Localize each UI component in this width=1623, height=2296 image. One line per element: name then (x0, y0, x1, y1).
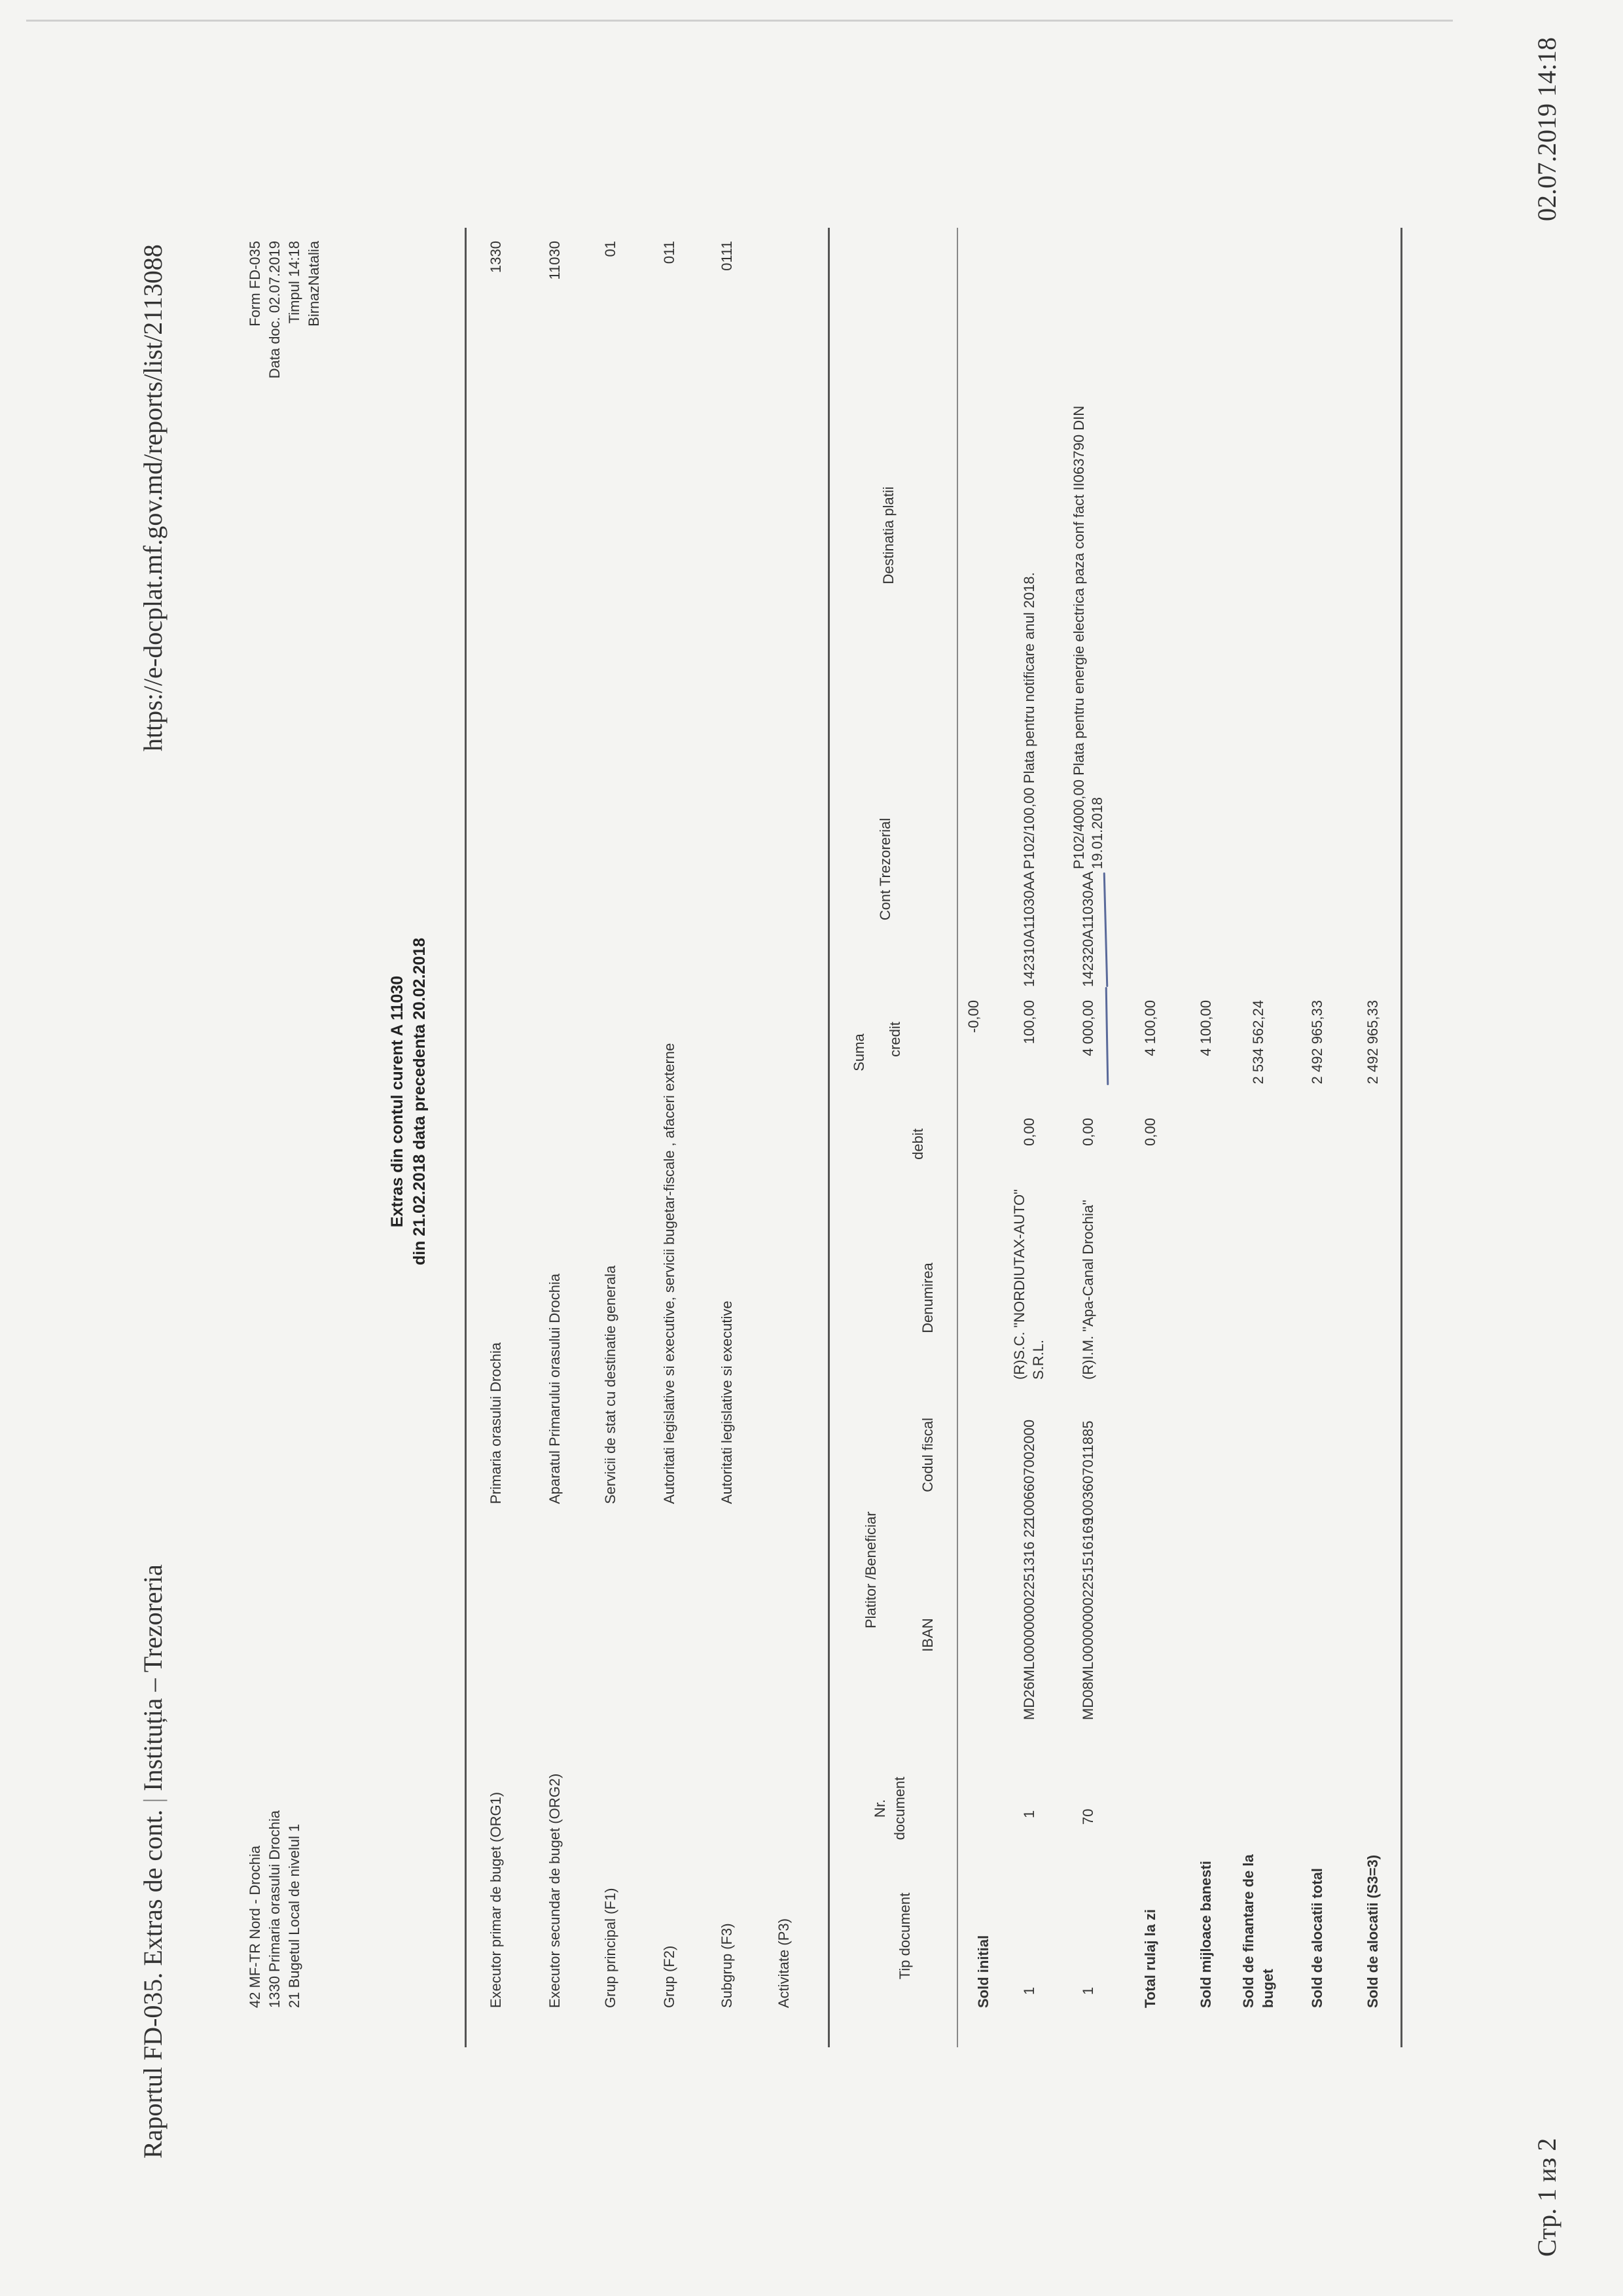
total-debit: 0,00 (1142, 1118, 1158, 1146)
total-label-2: buget (1260, 1969, 1276, 2008)
table-header-separator (957, 228, 958, 2047)
cell-codul: 1003607011885 (1080, 1420, 1096, 1524)
param-code: 011 (661, 241, 677, 264)
cell-credit: 100,00 (1021, 1000, 1037, 1045)
param-value: Servicii de stat cu destinatie generala (602, 1265, 618, 1504)
param-label: Grup (F2) (661, 1945, 677, 2008)
report-subtitle: Instituția – Trezoreria (138, 1564, 168, 1791)
print-footer-datetime: 02.07.2019 14:18 (1532, 37, 1561, 221)
total-credit: 2 492 965,33 (1364, 1000, 1381, 1085)
total-credit: 4 100,00 (1142, 1000, 1158, 1056)
col-platitor-beneficiar: Platitor /Beneficiar (863, 1511, 879, 1628)
report-title: Raportul FD-035. Extras de cont. (138, 1809, 168, 2159)
org-line-3: 21 Bugetul Local de nivelul 1 (286, 1823, 302, 2008)
table-top-separator (828, 228, 830, 2047)
param-label: Grup principal (F1) (602, 1888, 618, 2008)
cell-iban: MD08ML000000002251516169 (1080, 1517, 1096, 1720)
statement-title-line-2: din 21.02.2018 data precedenta 20.02.2018 (410, 937, 429, 1266)
cell-tip: 1 (1080, 1986, 1096, 1995)
param-label: Executor primar de buget (ORG1) (488, 1791, 504, 2008)
cell-destinatia-2: 19.01.2018 (1089, 797, 1105, 869)
cell-debit: 0,00 (1080, 1118, 1096, 1146)
form-info-block (245, 241, 324, 398)
col-iban: IBAN (919, 1618, 936, 1652)
col-cont-trezorerial: Cont Trezorerial (877, 817, 893, 921)
param-value: Autoritati legislative si executive (719, 1300, 735, 1504)
cell-denumirea-2: S.R.L. (1030, 1339, 1046, 1380)
org-line-2: 1330 Primaria orasului Drochia (266, 1810, 283, 2008)
sold-initial-credit: -0,00 (965, 1000, 982, 1033)
param-value: Aparatul Primarului orasului Drochia (546, 1273, 563, 1504)
cell-nr: 1 (1021, 1810, 1037, 1818)
cell-denumirea-1: (R)I.M. "Apa-Canal Drochia" (1080, 1200, 1096, 1380)
total-credit: 2 492 965,33 (1309, 1000, 1325, 1085)
statement-title-line-1: Extras din contul curent A 11030 (388, 975, 406, 1228)
total-label: Total rulaj la zi (1142, 1909, 1158, 2008)
param-code: 01 (602, 241, 618, 257)
pen-underline-mark (1103, 872, 1109, 987)
cell-debit: 0,00 (1021, 1118, 1037, 1146)
cell-destinatia-1: P102/100,00 Plata pentru notificare anul 2018. (1021, 572, 1037, 869)
param-code: 0111 (719, 241, 735, 271)
col-codul-fiscal: Codul fiscal (919, 1418, 936, 1492)
col-debit: debit (910, 1128, 926, 1160)
params-top-separator (465, 228, 467, 2047)
form-code: Form FD-035 (247, 241, 263, 327)
cell-denumirea-1: (R)S.C. "NORDIUTAX-AUTO" (1011, 1189, 1027, 1380)
form-time: Timpul 14:18 (286, 241, 302, 324)
print-header-url: https://e-docplat.mf.gov.md/reports/list/2113088 (138, 244, 168, 751)
statement-title (386, 791, 431, 1412)
param-value: Primaria orasului Drochia (488, 1342, 504, 1504)
sold-initial-label: Sold initial (975, 1935, 991, 2008)
cell-codul: 1006607002000 (1021, 1419, 1037, 1524)
total-label: Sold mijloace banesti (1198, 1861, 1214, 2008)
org-line-1: 42 MF-TR Nord - Drochia (247, 1845, 263, 2008)
total-credit: 2 534 562,24 (1250, 1000, 1266, 1085)
col-credit: credit (887, 1022, 903, 1057)
print-footer-page: Стр. 1 из 2 (1532, 2138, 1561, 2257)
pen-underline-mark (1105, 987, 1109, 1085)
total-credit: 4 100,00 (1198, 1000, 1214, 1056)
param-code: 1330 (488, 241, 504, 273)
total-label: Sold de alocatii total (1309, 1868, 1325, 2008)
col-suma: Suma (851, 1033, 867, 1071)
total-label: Sold de alocatii (S3=3) (1364, 1854, 1381, 2008)
cell-cont: 142310A11030AA (1021, 871, 1037, 987)
table-bottom-separator (1400, 228, 1402, 2047)
cell-tip: 1 (1021, 1986, 1037, 1995)
total-label: Sold de finantare de la (1240, 1854, 1257, 2008)
cell-credit: 4 000,00 (1080, 1000, 1096, 1056)
form-date: Data doc. 02.07.2019 (266, 241, 283, 379)
cell-cont: 142320A11030AA (1080, 871, 1096, 987)
param-label: Activitate (P3) (776, 1918, 792, 2008)
cell-destinatia-1: P102/4000,00 Plata pentru energie electrica paza conf fact II063790 DIN (1071, 405, 1087, 869)
col-destinatia-platii: Destinatia platii (880, 486, 897, 584)
col-nr-document: Nr. document (872, 1776, 908, 1840)
param-label: Subgrup (F3) (719, 1923, 735, 2008)
col-denumirea: Denumirea (919, 1263, 936, 1333)
form-user: BirnazNatalia (306, 241, 322, 327)
org-block (245, 1810, 304, 2008)
param-label: Executor secundar de buget (ORG2) (546, 1773, 563, 2008)
cell-nr: 70 (1080, 1808, 1096, 1825)
col-tip-document: Tip document (897, 1892, 913, 1980)
print-header-left: Raportul FD-035. Extras de cont. | Instituția – Trezoreria (138, 1564, 168, 2159)
param-value: Autoritati legislative si executive, servicii bugetar-fiscale , afaceri externe (661, 1043, 677, 1504)
cell-iban: MD26ML000000002251316 22 (1021, 1521, 1037, 1720)
param-code: 11030 (546, 241, 563, 280)
